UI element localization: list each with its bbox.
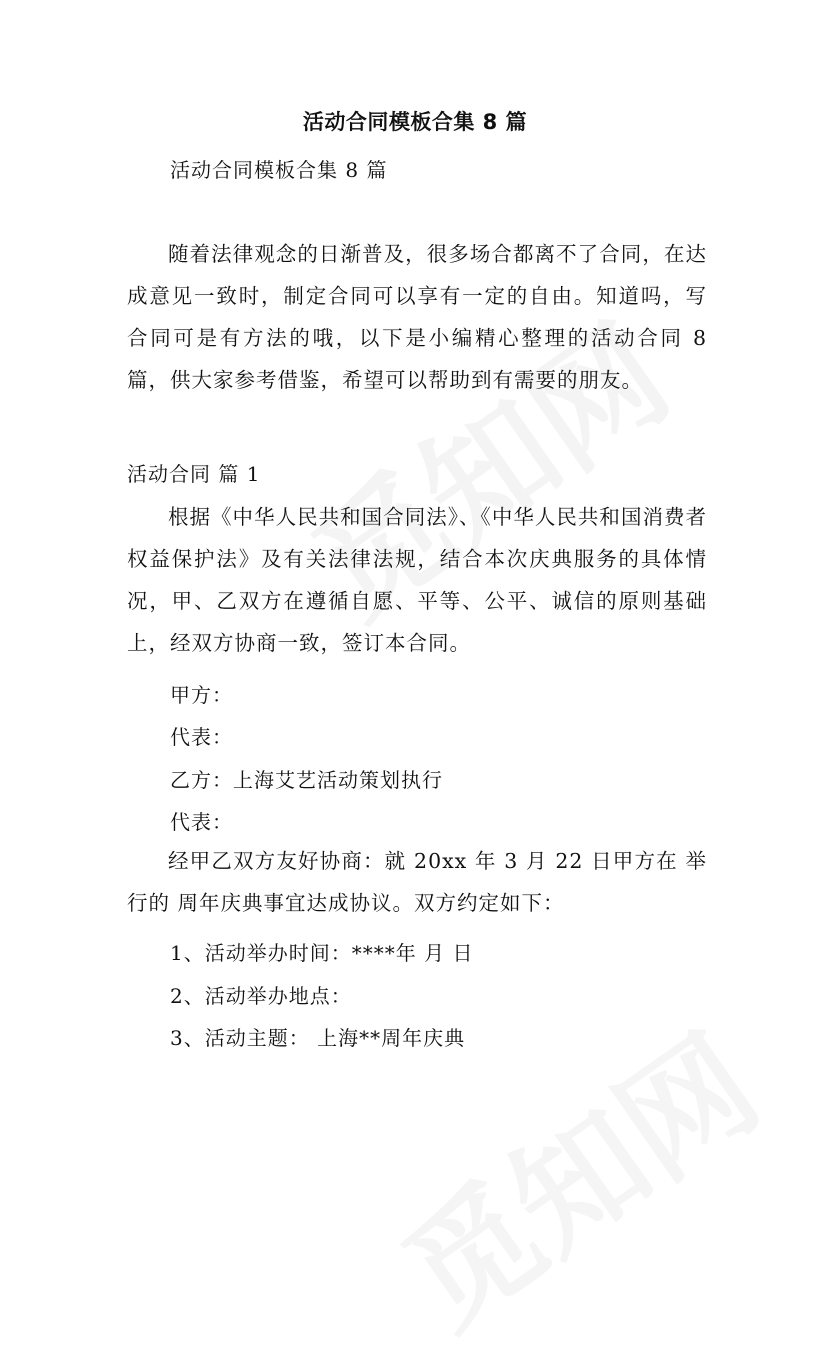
party-b-line: 乙方：上海艾艺活动策划执行 bbox=[170, 768, 443, 792]
list-item: 2、活动举办地点： bbox=[170, 984, 352, 1008]
list-item: 3、活动主题： 上海**周年庆典 bbox=[170, 1026, 466, 1050]
document-subtitle: 活动合同模板合集 8 篇 bbox=[170, 158, 388, 182]
section-paragraph: 根据《中华人民共和国合同法》、《中华人民共和国消费者权益保护法》及有关法律法规，结合本次庆典服务的具体情况，甲、乙双方在遵循自愿、平等、公平、诚信的原则基础上，经双方协商一致，签订本合同。 bbox=[127, 505, 707, 655]
intro-paragraph: 随着法律观念的日渐普及，很多场合都离不了合同，在达成意见一致时，制定合同可以享有一定的自由。知道吗，写合同可是有方法的哦，以下是小编精心整理的活动合同 8 篇，供大家参考借鉴，希望可以帮助到有需要的朋友。 bbox=[127, 242, 707, 392]
rep-a-line: 代表： bbox=[170, 725, 233, 749]
document-title: 活动合同模板合集 8 篇 bbox=[302, 110, 528, 134]
agreement-paragraph: 经甲乙双方友好协商：就 20xx 年 3 月 22 日甲方在 举行的 周年庆典事宜达成协议。双方约定如下： bbox=[127, 849, 707, 915]
party-a-line: 甲方： bbox=[170, 683, 233, 707]
section-heading: 活动合同 篇 1 bbox=[127, 462, 261, 486]
rep-b-line: 代表： bbox=[170, 810, 233, 834]
list-item: 1、活动举办时间：****年 月 日 bbox=[170, 941, 474, 965]
